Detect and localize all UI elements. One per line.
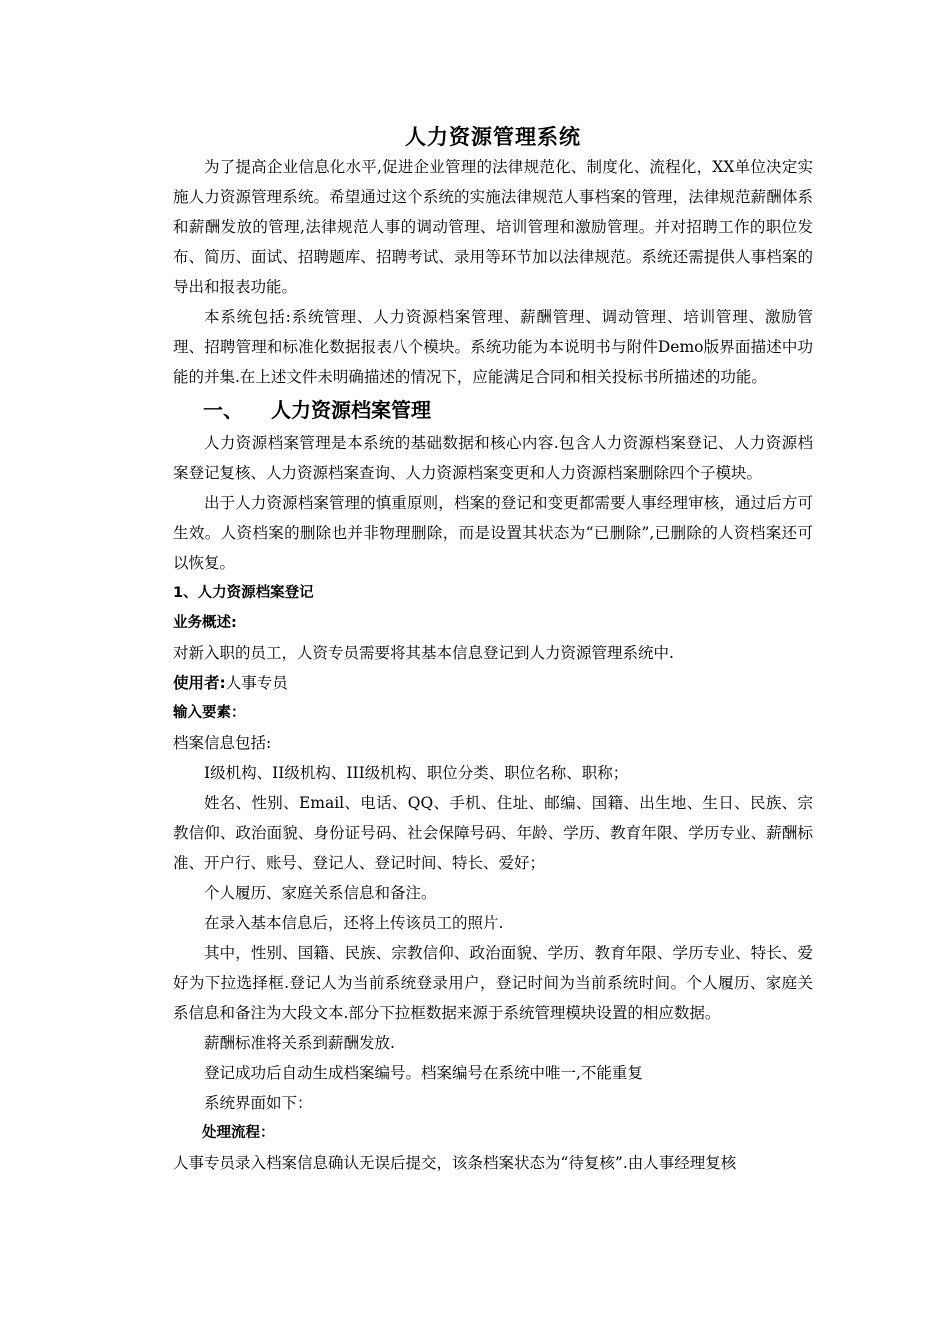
process-label: 处理流程： bbox=[202, 1125, 275, 1141]
intro-paragraph-1: 为了提高企业信息化水平,促进企业管理的法律规范化、制度化、流程化，XX单位决定实施人力资源管理系统。希望通过这个系统的实施法律规范人事档案的管理，法律规范薪酬体系和薪酬发放的管理,法律规范人事的调动管理、培训管理和激励管理。并对招聘工作的职位发布、简历、面试、招聘题库、招聘考试、录用等环节加以法律规范。系统还需提供人事档案的导出和报表功能。 bbox=[173, 158, 813, 296]
user-value: 人事专员 bbox=[225, 674, 288, 692]
item-personal-fields: 姓名、性别、Email、电话、QQ、手机、住址、邮编、国籍、出生地、生日、民族、宗教信仰、政治面貌、身份证号码、社会保障号码、年龄、学历、教育年限、学历专业、薪酬标准、开户行、账号、登记人、登记时间、特长、爱好； bbox=[173, 794, 813, 872]
item-archive-number: 登记成功后自动生成档案编号。档案编号在系统中唯一,不能重复 bbox=[204, 1064, 643, 1082]
user-label: 使用者: bbox=[173, 674, 226, 692]
subsection-heading: 1、人力资源档案登记 bbox=[173, 585, 314, 601]
item-org-levels: I级机构、II级机构、III级机构、职位分类、职位名称、职称； bbox=[204, 764, 629, 782]
section-number: 一、 bbox=[203, 398, 243, 422]
document-title: 人力资源管理系统 bbox=[405, 125, 581, 149]
section-paragraph-2: 出于人力资源档案管理的慎重原则，档案的登记和变更都需要人事经理审核，通过后方可生效。人资档案的删除也并非物理删除，而是设置其状态为“已删除”,已删除的人资档案还可以恢复。 bbox=[173, 494, 813, 572]
item-salary: 薪酬标准将关系到薪酬发放. bbox=[204, 1034, 395, 1052]
section-heading bbox=[173, 393, 813, 427]
item-ui-intro: 系统界面如下： bbox=[204, 1094, 313, 1112]
intro-paragraph-2: 本系统包括:系统管理、人力资源档案管理、薪酬管理、调动管理、培训管理、激励管理、招聘管理和标准化数据报表八个模块。系统功能为本说明书与附件Demo版界面描述中功能的并集.在上述文件未明确描述的情况下，应能满足合同和相关投标书所描述的功能。 bbox=[173, 308, 813, 386]
item-dropdowns: 其中，性别、国籍、民族、宗教信仰、政治面貌、学历、教育年限、学历专业、特长、爱好为下拉选择框.登记人为当前系统登录用户，登记时间为当前系统时间。个人履历、家庭关系信息和备注为大段文本.部分下拉框数据来源于系统管理模块设置的相应数据。 bbox=[173, 944, 813, 1022]
section-paragraph-1: 人力资源档案管理是本系统的基础数据和核心内容.包含人力资源档案登记、人力资源档案登记复核、人力资源档案查询、人力资源档案变更和人力资源档案删除四个子模块。 bbox=[173, 434, 813, 482]
archive-info-line: 档案信息包括: bbox=[173, 734, 272, 752]
input-label: 输入要素： bbox=[173, 705, 246, 721]
document-page bbox=[173, 118, 813, 1178]
item-photo: 在录入基本信息后，还将上传该员工的照片. bbox=[204, 914, 504, 932]
user-line bbox=[173, 668, 813, 698]
item-resume: 个人履历、家庭关系信息和备注。 bbox=[204, 884, 437, 902]
section-title: 人力资源档案管理 bbox=[271, 398, 431, 422]
overview-label: 业务概述: bbox=[173, 615, 237, 631]
overview-text: 对新入职的员工，人资专员需要将其基本信息登记到人力资源管理系统中. bbox=[173, 644, 674, 662]
process-text: 人事专员录入档案信息确认无误后提交，该条档案状态为“待复核”.由人事经理复核 bbox=[173, 1154, 737, 1172]
